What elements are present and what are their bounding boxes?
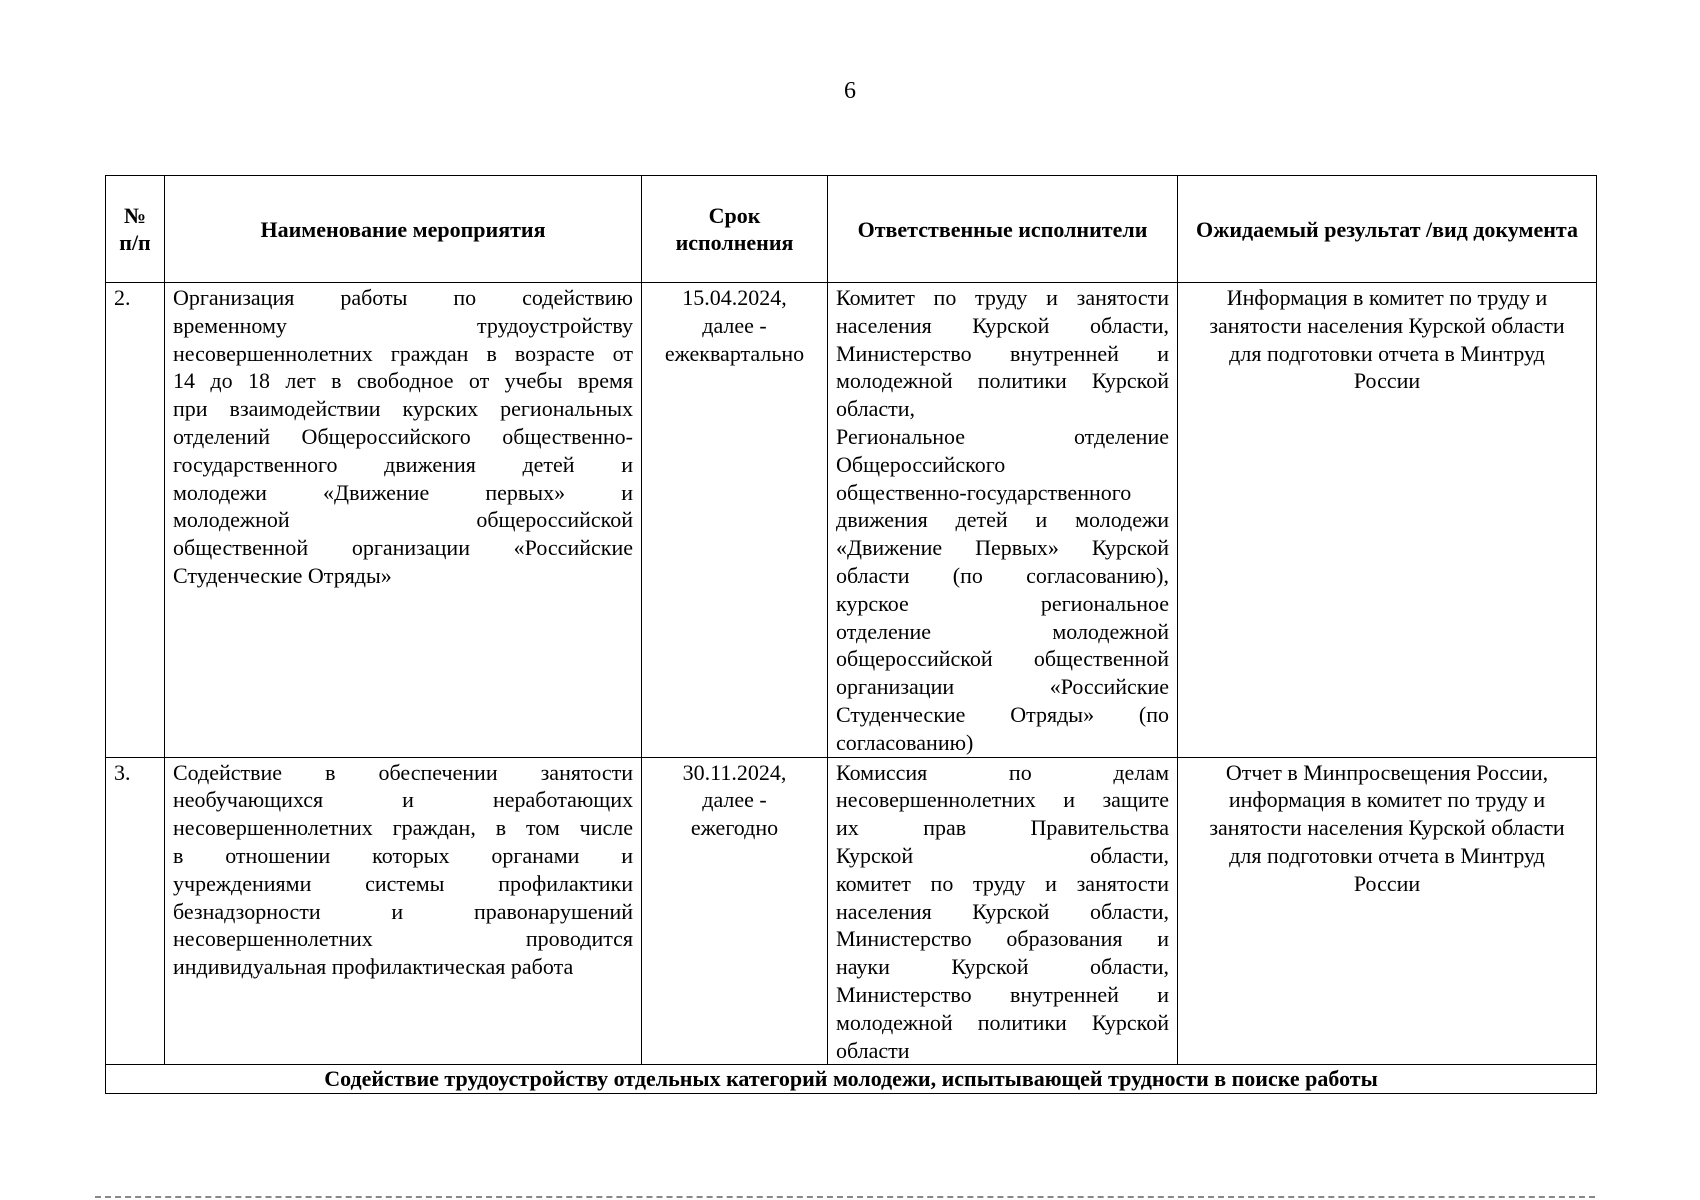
activity-name-line: Организация работы по содействию [173, 285, 633, 310]
section-row [106, 1065, 1597, 1094]
row-number: 2. [106, 283, 165, 758]
responsible-executors-line: курское региональное [836, 590, 1169, 616]
expected-result-line: Отчет в Минпросвещения России, [1225, 759, 1549, 785]
deadline-line: 15.04.2024, [682, 285, 787, 310]
responsible-executors [828, 283, 1178, 758]
expected-result-line: России [1353, 368, 1421, 394]
deadline-line: далее - [702, 312, 767, 338]
responsible-executors-line: Курской области, [836, 842, 1169, 868]
responsible-executors-line: Студенческие Отряды» (по [836, 701, 1169, 727]
deadline-line: 30.11.2024, [682, 759, 787, 785]
deadline-line: ежегодно [690, 815, 779, 841]
table-header-row [106, 176, 1597, 283]
responsible-executors-line: Министерство образования и [836, 926, 1169, 952]
activity-name-line: молодежи «Движение первых» и [173, 479, 633, 505]
header-name: Наименование мероприятия [165, 176, 642, 283]
deadline-line: ежеквартально [664, 340, 805, 366]
header-deadline: Срок исполнения [642, 176, 828, 283]
responsible-executors-line: Региональное отделение [836, 423, 1169, 449]
activity-name [165, 283, 642, 758]
page-number: 6 [844, 78, 856, 104]
responsible-executors-line: Комитет по труду и занятости [836, 285, 1169, 310]
responsible-executors-line: населения Курской области, [836, 312, 1169, 338]
responsible-executors-line: науки Курской области, [836, 954, 1169, 980]
responsible-executors-line: Комиссия по делам [836, 759, 1169, 785]
responsible-executors-line: согласованию) [836, 729, 974, 755]
responsible-executors-line: общественно-государственного [836, 479, 1132, 505]
action-plan-table [105, 175, 1597, 1094]
responsible-executors-line: отделение молодежной [836, 618, 1169, 644]
activity-name-line: временному трудоустройству [173, 312, 633, 338]
responsible-executors-line: молодежной политики Курской [836, 368, 1169, 394]
responsible-executors-line: населения Курской области, [836, 898, 1169, 924]
responsible-executors-line: организации «Российские [836, 674, 1169, 700]
activity-name-line: молодежной общероссийской [173, 507, 633, 533]
expected-result [1178, 757, 1597, 1065]
activity-name-line: государственного движения детей и [173, 451, 633, 477]
deadline [642, 283, 828, 758]
expected-result-line: России [1353, 870, 1421, 896]
header-num: № п/п [106, 176, 165, 283]
responsible-executors [828, 757, 1178, 1065]
activity-name-line: несовершеннолетних граждан, в том числе [173, 815, 633, 841]
deadline [642, 757, 828, 1065]
responsible-executors-line: Министерство внутренней и [836, 340, 1169, 366]
expected-result-line: занятости населения Курской области [1209, 312, 1565, 338]
responsible-executors-line: Общероссийского [836, 451, 1006, 477]
responsible-executors-line: области (по согласованию), [836, 562, 1169, 588]
expected-result-line: для подготовки отчета в Минтруд [1229, 842, 1545, 868]
activity-name-line: при взаимодействии курских региональных [173, 396, 633, 422]
responsible-executors-line: Министерство внутренней и [836, 981, 1169, 1007]
activity-name-line: отделений Общероссийского общественно- [173, 423, 633, 449]
expected-result-line: для подготовки отчета в Минтруд [1229, 340, 1545, 366]
responsible-executors-line: несовершеннолетних и защите [836, 787, 1169, 813]
activity-name-line: безнадзорности и правонарушений [173, 898, 633, 924]
activity-name-line: общественной организации «Российские [173, 535, 633, 561]
activity-name-line: учреждениями системы профилактики [173, 870, 633, 896]
activity-name-line: Содействие в обеспечении занятости [173, 759, 633, 785]
deadline-line: далее - [702, 787, 767, 813]
expected-result-line: информация в комитет по труду и [1228, 787, 1546, 813]
responsible-executors-line: общероссийской общественной [836, 646, 1169, 672]
activity-name-line: в отношении которых органами и [173, 842, 633, 868]
activity-name-line: 14 до 18 лет в свободное от учебы время [173, 368, 633, 394]
activity-name [165, 757, 642, 1065]
activity-name-line: индивидуальная профилактическая работа [173, 954, 574, 980]
expected-result [1178, 283, 1597, 758]
responsible-executors-line: области, [836, 396, 916, 422]
activity-name-line: несовершеннолетних граждан в возрасте от [173, 340, 633, 366]
table-row [106, 283, 1597, 758]
page-bottom-edge [95, 1196, 1595, 1200]
header-result: Ожидаемый результат /вид документа [1178, 176, 1597, 283]
responsible-executors-line: молодежной политики Курской [836, 1009, 1169, 1035]
row-number: 3. [106, 757, 165, 1065]
activity-name-line: необучающихся и неработающих [173, 787, 633, 813]
responsible-executors-line: движения детей и молодежи [836, 507, 1169, 533]
section-title: Содействие трудоустройству отдельных категорий молодежи, испытывающей трудности в поиске работы [106, 1065, 1597, 1094]
responsible-executors-line: области [836, 1037, 910, 1063]
expected-result-line: занятости населения Курской области [1209, 815, 1565, 841]
table-row [106, 757, 1597, 1065]
activity-name-line: несовершеннолетних проводится [173, 926, 633, 952]
responsible-executors-line: комитет по труду и занятости [836, 870, 1169, 896]
responsible-executors-line: их прав Правительства [836, 815, 1169, 841]
responsible-executors-line: «Движение Первых» Курской [836, 535, 1169, 561]
header-responsible: Ответственные исполнители [828, 176, 1178, 283]
activity-name-line: Студенческие Отряды» [173, 562, 392, 588]
expected-result-line: Информация в комитет по труду и [1226, 285, 1548, 310]
